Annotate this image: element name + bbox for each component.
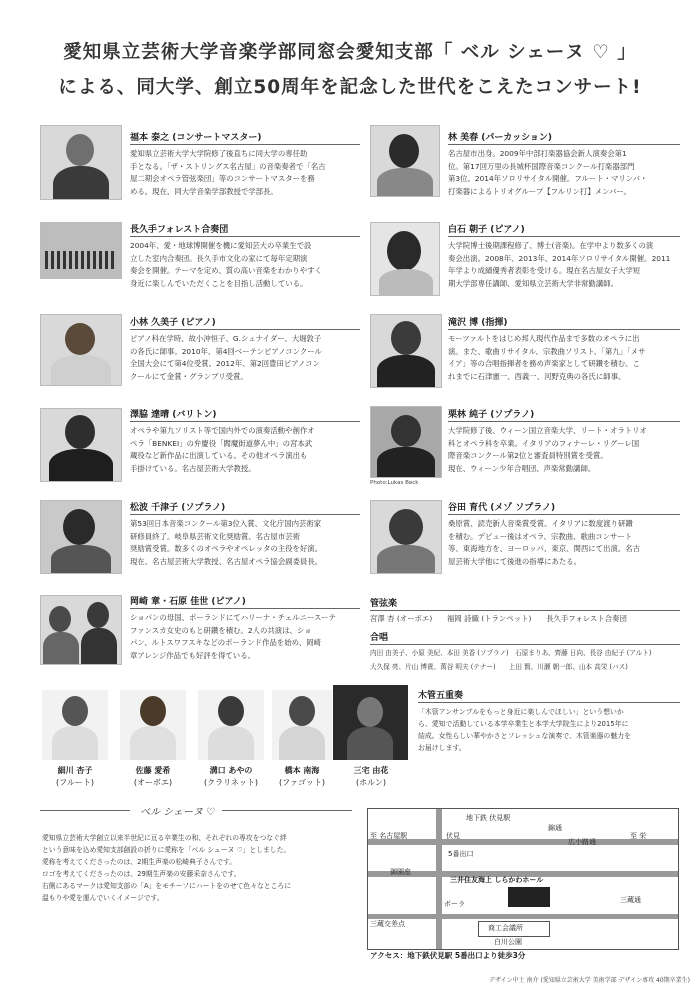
belle-text-line: ロゴを考えてくださったのは、29期生声楽の安藤采奈さんです。 — [42, 870, 241, 878]
photo-forest-ensemble — [40, 222, 122, 279]
bio-line: 奏会出演。2008年、2013年、2014年ソロリサイタル開催。2011 — [448, 253, 671, 263]
member-instrument: (クラリネット) — [203, 778, 259, 787]
profile-name: 林 美春 (パーカッション) — [448, 133, 553, 143]
photo-fukumoto — [40, 125, 122, 200]
quintet-title: 木管五重奏 — [418, 691, 464, 701]
bio-line: 研修員終了。岐阜県芸術文化奨励賞、名古屋市芸術 — [130, 531, 300, 541]
bio-line: 位。第17回万里の長城杯国際音楽コンクール打楽器部門 — [448, 161, 635, 171]
quintet-text-line: お届けします。 — [418, 744, 466, 752]
bio-line: 科とオペラ科を卒業。イタリアのフィナーレ・リグーレ国 — [448, 438, 640, 448]
map-label-misono: 三蔵通 — [620, 896, 641, 904]
bio-line: ショパンの母国、ポーランドにてハリーナ・チェルニースーテ — [130, 613, 336, 622]
quintet-member-caption — [42, 765, 108, 789]
map-label-sakae: 至 栄 — [630, 832, 647, 840]
access-map — [367, 808, 679, 950]
photo-kobayashi — [40, 314, 122, 386]
bio-line: 桑原賞、読売新人音楽賞受賞。イタリアに数度渡り研鑽 — [448, 519, 633, 528]
quintet-member-caption — [266, 765, 338, 789]
profile-name: 福本 泰之 (コンサートマスター) — [130, 133, 262, 143]
member-name: 佐藤 愛希 — [135, 766, 171, 775]
profile-name: 長久手フォレスト合奏団 — [130, 225, 229, 235]
bio-line: イア」等の合唱指揮者を務め声楽家として研鑽を積む。こ — [448, 359, 640, 369]
bio-line: 手となる。「ザ・ストリングス名古屋」の音楽奏者で「名古 — [130, 161, 326, 171]
bio-line: 等、東海地方を、ヨーロッパ、東京、関西にて出演。名古 — [448, 544, 641, 554]
bio-line: を積む。デビュー後はオペラ、宗教曲、歌曲コンサート — [448, 531, 633, 541]
bio-line: 愛知県立芸術大学大学院修了後直ちに同大学の専任助 — [130, 149, 308, 158]
bio-line: 大学院博士後期課程修了、博士(音楽)。在学中より数多くの演 — [448, 241, 654, 250]
map-label-nagoya: 至 名古屋駅 — [370, 832, 408, 840]
bio-line: 現在、名古屋芸術大学教授、名古屋オペラ協会副委員長。 — [130, 556, 323, 566]
belle-text-line: という意味を込め愛知支部創設の折りに愛称を「ベル シェーヌ ♡」としました。 — [42, 846, 291, 854]
photo-hosokawa — [42, 690, 108, 760]
profile-name: 小林 久美子 (ピアノ) — [130, 318, 216, 328]
bio-line: 打楽器によるトリオグループ【フルリン打】メンバー。 — [448, 186, 631, 196]
profile-name: 松波 千津子 (ソプラノ) — [130, 503, 226, 513]
bio-line: める。現在、同大学音楽学部教授で学部長。 — [130, 186, 278, 196]
belle-text-line: 愛知県立芸術大学創立以来半世紀に亘る卒業生の和、それぞれの専攻をつなぐ絆 — [42, 834, 287, 842]
member-name: 溝口 あやの — [209, 766, 253, 775]
photo-matsunami — [40, 500, 122, 574]
bio-line: 現在、ウィーン少年合唱団、声楽常勤講師。 — [448, 463, 596, 473]
member-instrument: (ファゴット) — [279, 778, 325, 787]
bio-line: クールにて金賞・グランプリ受賞。 — [130, 371, 248, 381]
bio-line: 2004年、愛・地球博開催を機に愛知芸大の卒業生で設 — [130, 241, 312, 250]
quintet-text-line: 「木管アンサンブルをもっと身近に楽しんでほしい」という想いか — [418, 708, 624, 716]
member-name: 橋本 南海 — [284, 766, 320, 775]
chorus-line: 大久保 亮、片山 博貴、萬谷 明夫 (テナー) 上田 賢、川瀬 朝一郎、山本 高栄 (バス) — [370, 663, 628, 671]
profile-name: 滝沢 博 (指揮) — [448, 318, 508, 328]
header-line-1: 愛知県立芸術大学音楽学部同窓会愛知支部「 ベル シェーヌ ♡ 」 — [63, 42, 637, 63]
bio-line: 第3位。2014年ソロリサイタル開催。フルート・マリンバ・ — [448, 174, 648, 184]
map-label-nishiki: 錦通 — [548, 824, 562, 832]
chorus-title: 合唱 — [370, 633, 389, 643]
belle-text-line: 愛称を考えてくださったのは、2期生声楽の松崎典子さんです。 — [42, 858, 237, 866]
photo-kuribayashi — [370, 406, 442, 478]
bio-line: 演。また、歌曲リサイタル、宗教曲ソリスト、「第九」「メサ — [448, 346, 646, 356]
chorus-line: 内田 由美子、小原 美紀、本田 美香 (ソプラノ) 石原まりあ、齊藤 日向、長谷 由紀子 (アルト) — [370, 649, 652, 657]
quintet-member-caption — [338, 765, 404, 789]
member-name: 細川 杏子 — [57, 766, 93, 775]
profile-name: 澤脇 達晴 (バリトン) — [130, 410, 217, 420]
belle-text-line: 温もりや愛を運んでいくイメージです。 — [42, 894, 164, 902]
bio-line: 第53回日本音楽コンクール第3位入賞、文化庁国内芸術家 — [130, 519, 322, 528]
photo-tanida — [370, 500, 442, 574]
bio-line: ファンスカ女史のもと研鑽を積む。2人の共演は、ショ — [130, 625, 312, 635]
photo-hayashi — [370, 125, 440, 197]
bio-line: 期大学部専任講師、愛知県立芸術大学非常勤講師。 — [448, 278, 618, 288]
bio-line: 奏会を開催。テーマを定め、質の高い音楽をわかりやすく — [130, 266, 322, 276]
bio-line: の各氏に師事。2010年、第4回ベーテンピアノコンクール — [130, 346, 322, 356]
map-label-gofukucho: 御園座 — [390, 868, 411, 876]
quintet-member-caption — [120, 765, 186, 789]
belle-chaine-title: ベル シェーヌ ♡ — [140, 807, 216, 818]
bio-line: ピアノ科在学時、故小沖恒子、G.シュナイダー、大堀敦子 — [130, 334, 322, 343]
profile-name: 谷田 育代 (メゾ ソプラノ) — [448, 503, 556, 513]
photo-okazaki-ishihara — [40, 595, 122, 665]
orchestra-title: 管弦楽 — [370, 599, 398, 609]
map-label-shirakawa: 白川公園 — [494, 938, 522, 946]
bio-line: 名古屋市出身。2009年中部打楽器協会新人演奏会第1 — [448, 149, 627, 158]
bio-line: 手掛けている。名古屋芸術大学教授。 — [130, 463, 256, 473]
bio-line: 年学より成績優秀者表彰を受ける。現在名古屋女子大学短 — [448, 266, 641, 276]
bio-line: モーツァルトをはじめ邦人現代作品まで多数のオペラに出 — [448, 334, 640, 343]
member-instrument: (ホルン) — [355, 778, 387, 787]
bio-line: 全国大会にて第4位受賞。2012年、第2回豊田ピアノコン — [130, 359, 320, 369]
member-name: 三宅 由花 — [353, 766, 389, 775]
map-label-sankura: 三蔵交差点 — [370, 920, 405, 928]
map-label-shoko: 商工会議所 — [488, 924, 523, 932]
bio-line: 際音楽コンクール第2位と審査員特別賞を受賞。 — [448, 451, 608, 461]
photo-credit: Photo:Lukas Beck — [370, 480, 419, 486]
photo-mizoguchi — [198, 690, 264, 760]
photo-shiraishi — [370, 222, 440, 296]
map-label-fushimi: 伏見 — [446, 832, 460, 840]
bio-line: オペラや第九ソリスト等で国内外での演奏活動や創作オ — [130, 426, 315, 435]
bio-line: 章アレンジ作品でも好評を得ている。 — [130, 650, 255, 660]
header-line-2: による、同大学、創立50周年を記念した世代をこえたコンサート! — [58, 77, 642, 98]
photo-takizawa — [370, 314, 442, 388]
profile-name: 岡崎 章・石原 佳世 (ピアノ) — [130, 597, 246, 607]
map-label-exit: 5番出口 — [448, 850, 474, 858]
belle-text-line: 右側にあるマークは愛知支部の「A」をモチーフにハートをのせて色々なところに — [42, 882, 291, 890]
bio-line: 身近に楽しんでいただくことを目指し活動している。 — [130, 278, 308, 288]
map-label-hirokoji: 広小路通 — [568, 838, 596, 846]
quintet-member-caption — [192, 765, 270, 789]
quintet-text-line: ら、愛知で活動している本学卒業生と本学大学院生により2015年に — [418, 720, 629, 728]
bio-line: 屋芸術大学他にて後進の指導にあたる。 — [448, 556, 582, 566]
member-instrument: (フルート) — [56, 778, 94, 787]
photo-miyake — [333, 685, 408, 760]
photo-sato — [120, 690, 186, 760]
profile-name: 白石 朝子 (ピアノ) — [448, 225, 525, 235]
footer-credit: デザイン中土 南介 (愛知県立芸術大学 美術学部 デザイン専攻 40期卒業生) — [488, 977, 690, 984]
member-instrument: (オーボエ) — [133, 778, 173, 787]
bio-line: 奨励賞受賞。数多くのオペラやオペレッタの主役を好演。 — [130, 544, 323, 554]
map-label-porter: ボーラ — [444, 900, 465, 908]
bio-line: 立した室内合奏団。長久手市文化の家にて毎年定期演 — [130, 253, 308, 263]
bio-line: 蔵役など新作品に出演している。その他オペラ演出も — [130, 451, 308, 461]
photo-sawawaki — [40, 408, 122, 482]
profile-name: 栗林 純子 (ソプラノ) — [448, 410, 535, 420]
access-text: アクセス：地下鉄伏見駅 5番出口より徒歩3分 — [370, 951, 526, 960]
bio-line: 屋二期会オペラ管弦楽団」等のコンサートマスターを務 — [130, 174, 315, 184]
map-label-hall: 三井住友海上 しらかわホール — [450, 876, 544, 884]
bio-line: ペラ「BENKEI」の弁慶役「閻魔街道夢ん中」の宮本武 — [130, 438, 313, 448]
photo-hashimoto — [272, 690, 332, 760]
bio-line: れまでに石津憲一、西義一、河野克典の各氏に師事。 — [448, 371, 626, 381]
map-label-subway: 地下鉄 伏見駅 — [466, 814, 511, 822]
orchestra-line: 宮澤 杏 (オーボエ) 福岡 詩織 (トランペット) 長久手フォレスト合奏団 — [370, 614, 627, 623]
bio-line: パン、ルトスワフスキなどのポーランド作品を始め、岡崎 — [130, 638, 321, 648]
quintet-text-line: 結成。女性らしい華やかさとフレッシュな演奏で、木管楽器の魅力を — [418, 732, 631, 740]
bio-line: 大学院修了後、ウィーン国立音楽大学、リート・オラトリオ — [448, 426, 647, 435]
